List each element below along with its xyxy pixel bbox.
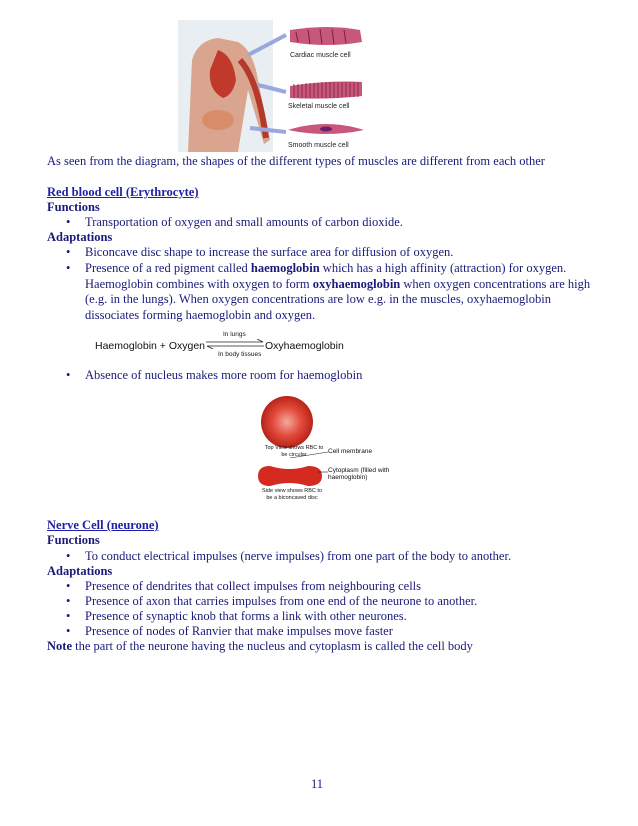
keyword-oxyhaemoglobin: oxyhaemoglobin: [312, 276, 401, 291]
note-text: the part of the neurone having the nucleus and cytoplasm is called the cell body: [72, 639, 473, 653]
muscle-types-figure: [178, 20, 368, 152]
bullet-icon: •: [66, 368, 71, 382]
reversible-arrow-icon: [205, 339, 265, 349]
nerve-note: [47, 639, 473, 654]
rbc-top-view-label: Top View shows RBC to be circular: [264, 445, 324, 458]
note-label: Note: [47, 639, 72, 653]
bullet-icon: •: [66, 245, 71, 259]
skeletal-label: Skeletal muscle cell: [288, 103, 350, 110]
rbc-heading: Red blood cell (Erythrocyte): [47, 185, 199, 199]
nerve-function-text: To conduct electrical impulses (nerve impulses) from one part of the body to another.: [85, 549, 512, 563]
rbc-functions-label: Functions: [47, 200, 100, 214]
rbc-diagram: [250, 392, 420, 502]
bullet-icon: •: [66, 549, 71, 563]
nerve-heading: Nerve Cell (neurone): [47, 518, 159, 532]
bullet-icon: •: [66, 261, 71, 275]
rbc-adaptation-nucleus: Absence of nucleus makes more room for haemoglobin: [85, 368, 363, 382]
nerve-functions-label: Functions: [47, 533, 100, 547]
rbc-side-view: [258, 466, 322, 486]
bullet-icon: •: [66, 624, 71, 638]
equation-reactants: Haemoglobin + Oxygen: [95, 340, 206, 352]
rbc-top-view: [261, 396, 313, 448]
bullet-icon: •: [66, 609, 71, 623]
rbc-side-view-label: Side view shows RBC to be a biconcaved disc: [262, 488, 322, 501]
nerve-adaptation-text: Presence of nodes of Ranvier that make impulses move faster: [85, 624, 393, 638]
rbc-adaptation-text: Biconcave disc shape to increase the surface area for diffusion of oxygen.: [85, 245, 454, 259]
nerve-adaptation-text: Presence of synaptic knob that forms a link with other neurones.: [85, 609, 407, 623]
rbc-adaptations-label: Adaptations: [47, 230, 113, 244]
nerve-adaptation-text: Presence of axon that carries impulses from one end of the neurone to another.: [85, 594, 478, 608]
haemoglobin-equation: [95, 333, 355, 363]
page-number: 11: [311, 777, 324, 791]
cardiac-label: Cardiac muscle cell: [290, 52, 351, 59]
nerve-adaptations-label: Adaptations: [47, 564, 113, 578]
rbc-membrane-label: Cell membrane: [328, 448, 373, 455]
equation-condition-tissues: In body tissues: [218, 351, 262, 358]
bullet-icon: •: [66, 579, 71, 593]
muscle-illustration: [178, 20, 368, 152]
smooth-label: Smooth muscle cell: [288, 142, 349, 149]
rbc-cytoplasm-label: Cytoplasm (filled with haemoglobin): [328, 467, 390, 481]
nerve-adaptation-text: Presence of dendrites that collect impulses from neighbouring cells: [85, 579, 422, 593]
equation-product: Oxyhaemoglobin: [265, 340, 344, 352]
rbc-adaptation-haemoglobin: Presence of a red pigment called haemoglobin which has a high affinity (attraction) for oxygen. Haemoglobin combines with oxygen to form oxyhaemoglobin when oxygen concentrations are high (e.g. in the lungs). When oxygen concentrations are low e.g. in the muscles, oxyhaemoglobin dissociates forming haemoglobin and oxygen.: [85, 261, 591, 322]
figure-caption: As seen from the diagram, the shapes of the different types of muscles are different from each other: [47, 154, 545, 168]
keyword-haemoglobin: haemoglobin: [250, 261, 320, 275]
bullet-icon: •: [66, 215, 71, 229]
rbc-function-text: Transportation of oxygen and small amounts of carbon dioxide.: [85, 215, 403, 229]
equation-condition-lungs: In lungs: [223, 331, 246, 338]
bullet-icon: •: [66, 594, 71, 608]
